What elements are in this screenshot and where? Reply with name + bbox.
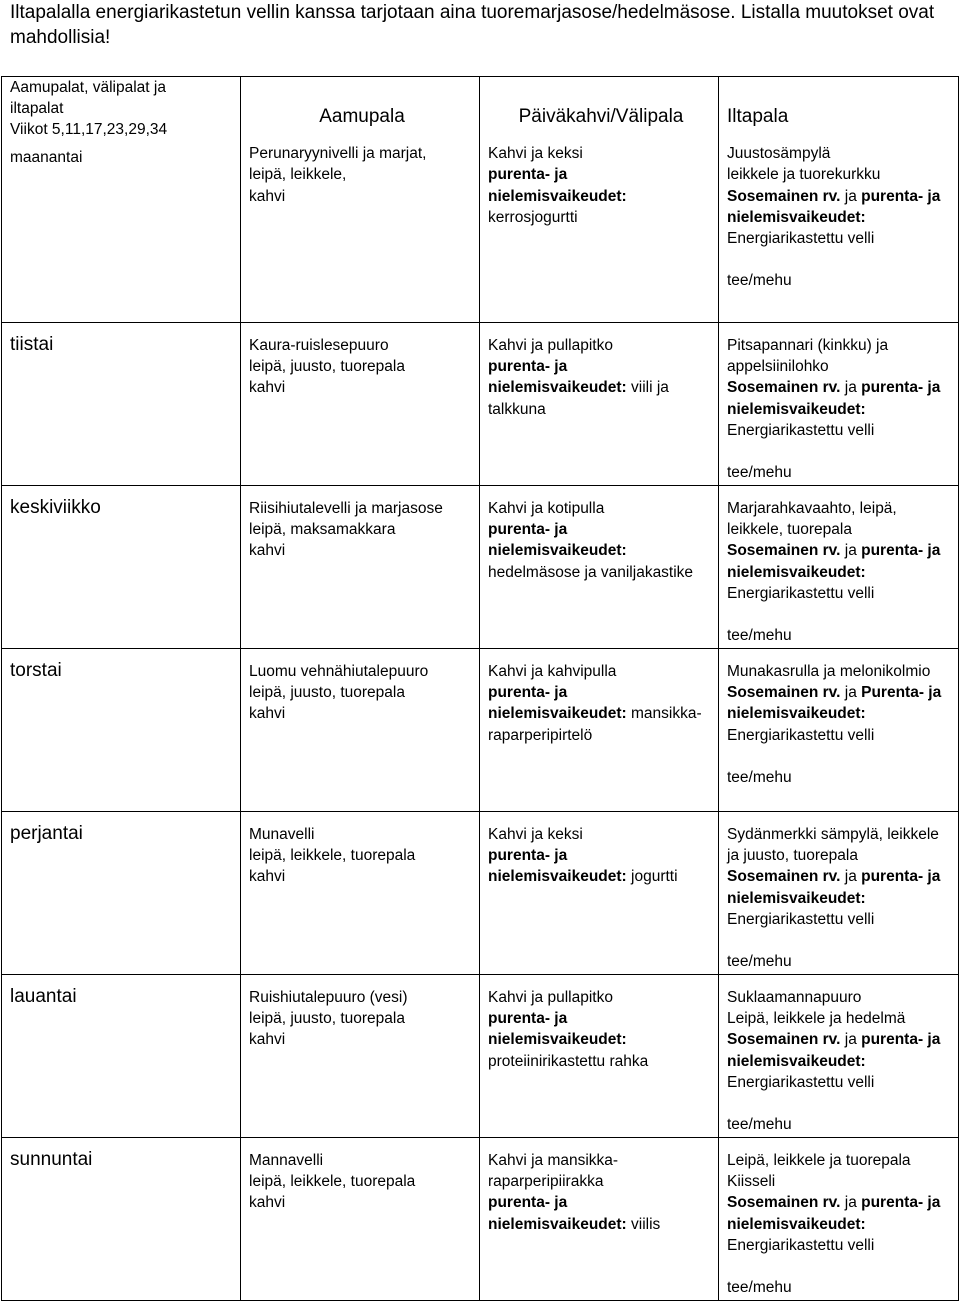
header-snack-title: Päiväkahvi/Välipala: [518, 106, 684, 127]
snack-cell: [480, 975, 719, 1138]
snack-special-label: purenta- ja: [488, 1194, 568, 1212]
breakfast-line: leipä, leikkele, tuorepala: [249, 847, 416, 865]
supper-special-a: Sosemainen rv.: [727, 379, 841, 397]
header-supper: [719, 77, 959, 323]
breakfast-cell: [241, 323, 480, 486]
supper-drink: tee/mehu: [727, 272, 792, 290]
snack-special: [488, 1214, 714, 1235]
supper-special: [727, 377, 954, 398]
snack-special-label-2: nielemisvaikeudet:: [488, 705, 627, 723]
supper-line: Leipä, leikkele ja tuorepala: [727, 1152, 911, 1169]
monday-supper: [727, 143, 954, 291]
supper-drink: tee/mehu: [727, 953, 792, 971]
supper-special-d: nielemisvaikeudet:: [727, 563, 866, 581]
snack-special: [488, 703, 714, 745]
snack-special-label-2: nielemisvaikeudet:: [488, 1031, 627, 1049]
supper-special-c: purenta- ja: [861, 1194, 941, 1212]
snack-main: Kahvi ja kahvipulla: [488, 663, 617, 680]
snack-special-label: purenta- ja: [488, 358, 568, 376]
supper-special-text: Energiarikastettu velli: [727, 230, 875, 248]
supper-drink: tee/mehu: [727, 1279, 792, 1297]
snack-cell: [480, 649, 719, 812]
supper-line: Juustosämpylä: [727, 145, 831, 163]
supper-line: leikkele, tuorepala: [727, 521, 852, 539]
day-name-cell: [2, 323, 241, 486]
breakfast-line: Riisihiutalevelli ja marjasose: [249, 500, 443, 517]
supper-line: Suklaamannapuuro: [727, 989, 862, 1006]
snack-special-label: purenta- ja: [488, 847, 568, 865]
snack-special-text: mansikka-raparperipirtelö: [488, 705, 702, 744]
snack-special-text: kerrosjogurtti: [488, 208, 578, 226]
day-name: lauantai: [10, 986, 77, 1007]
supper-special-b: ja: [840, 542, 862, 560]
supper-special: [727, 1192, 954, 1213]
header-snack: [480, 77, 719, 323]
supper-line: Pitsapannari (kinkku) ja: [727, 337, 889, 354]
supper-cell: [719, 975, 959, 1138]
supper-special-text: Energiarikastettu velli: [727, 1236, 875, 1254]
breakfast-line: kahvi: [249, 1194, 286, 1212]
supper-special-c: purenta- ja: [861, 379, 941, 397]
header-corner-line-1: Aamupalat, välipalat ja: [10, 79, 166, 96]
supper-line: ja juusto, tuorepala: [727, 847, 858, 865]
breakfast-line: kahvi: [249, 379, 286, 397]
snack-special-label: purenta- ja: [488, 684, 568, 702]
day-name: keskiviikko: [10, 497, 101, 518]
supper-special: [727, 186, 954, 207]
day-name: perjantai: [10, 823, 83, 844]
day-row: [2, 975, 959, 1138]
snack-main: Kahvi ja mansikka-raparperipiirakka: [488, 1152, 619, 1191]
breakfast-line: Mannavelli: [249, 1152, 324, 1169]
supper-line: Leipä, leikkele ja hedelmä: [727, 1010, 906, 1028]
supper-special-d: nielemisvaikeudet:: [727, 889, 866, 907]
supper-special-a: Sosemainen rv.: [727, 187, 841, 205]
day-row: [2, 323, 959, 486]
breakfast-line: kahvi: [249, 868, 286, 886]
snack-special-label-2: nielemisvaikeudet:: [488, 187, 627, 205]
snack-cell: [480, 486, 719, 649]
supper-special: [727, 682, 954, 703]
supper-drink: tee/mehu: [727, 627, 792, 645]
snack-special: [488, 377, 714, 419]
snack-special-label-2: nielemisvaikeudet:: [488, 379, 627, 397]
breakfast-line: leipä, juusto, tuorepala: [249, 358, 405, 376]
day-name-cell: [2, 1138, 241, 1301]
breakfast-line: Ruishiutalepuuro (vesi): [249, 989, 408, 1006]
supper-special-text: Energiarikastettu velli: [727, 910, 875, 928]
supper-special-b: ja: [840, 1194, 862, 1212]
weekly-menu-table: [1, 76, 959, 1301]
supper-cell: [719, 323, 959, 486]
snack-special: [488, 186, 714, 228]
supper-line: Kiisseli: [727, 1173, 776, 1191]
breakfast-line: kahvi: [249, 1031, 286, 1049]
supper-drink: tee/mehu: [727, 1116, 792, 1134]
supper-special-d: nielemisvaikeudet:: [727, 1052, 866, 1070]
supper-drink: tee/mehu: [727, 464, 792, 482]
supper-special-text: Energiarikastettu velli: [727, 1073, 875, 1091]
header-corner-line-2: iltapalat: [10, 100, 64, 118]
supper-special-b: ja: [840, 684, 862, 702]
snack-special-text: jogurtti: [631, 868, 678, 886]
header-corner-line-3: Viikot 5,11,17,23,29,34: [10, 121, 168, 139]
snack-cell: [480, 323, 719, 486]
breakfast-line: Munavelli: [249, 826, 315, 843]
supper-special-b: ja: [840, 187, 862, 205]
intro-text: Iltapalalla energiarikastetun vellin kanssa tarjotaan aina tuoremarjasose/hedelmäsose. Listalla muutokset ovat mahdollisia!: [10, 2, 935, 48]
breakfast-line: kahvi: [249, 705, 286, 723]
supper-cell: [719, 812, 959, 975]
breakfast-line: leipä, juusto, tuorepala: [249, 684, 405, 702]
snack-main: Kahvi ja pullapitko: [488, 337, 613, 354]
supper-line: Marjarahkavaahto, leipä,: [727, 500, 897, 517]
supper-special-b: ja: [840, 868, 862, 886]
supper-line: Munakasrulla ja melonikolmio: [727, 663, 931, 680]
snack-special-label-2: nielemisvaikeudet:: [488, 868, 627, 886]
breakfast-line: leipä, leikkele, tuorepala: [249, 1173, 416, 1191]
supper-special: [727, 1029, 954, 1050]
snack-main: Kahvi ja keksi: [488, 145, 583, 163]
supper-special-a: Sosemainen rv.: [727, 542, 841, 560]
day-row: [2, 649, 959, 812]
supper-cell: [719, 1138, 959, 1301]
snack-special-label-2: nielemisvaikeudet:: [488, 1215, 627, 1233]
snack-main: Kahvi ja pullapitko: [488, 989, 613, 1006]
breakfast-line: leipä, maksamakkara: [249, 521, 396, 539]
supper-special: [727, 540, 954, 561]
supper-special-text: Energiarikastettu velli: [727, 584, 875, 602]
supper-special-d: nielemisvaikeudet:: [727, 1215, 866, 1233]
snack-special: [488, 1029, 714, 1071]
supper-special-a: Sosemainen rv.: [727, 1194, 841, 1212]
day-row: [2, 1138, 959, 1301]
supper-special-c: purenta- ja: [861, 1031, 941, 1049]
supper-cell: [719, 486, 959, 649]
breakfast-cell: [241, 649, 480, 812]
monday-snack: [488, 143, 714, 228]
supper-special-a: Sosemainen rv.: [727, 684, 841, 702]
header-corner-cell: [2, 77, 241, 323]
breakfast-line: leipä, leikkele,: [249, 166, 347, 184]
monday-breakfast: [249, 143, 475, 207]
supper-special-a: Sosemainen rv.: [727, 868, 841, 886]
day-row: [2, 812, 959, 975]
breakfast-line: leipä, juusto, tuorepala: [249, 1010, 405, 1028]
supper-line: appelsiinilohko: [727, 358, 829, 376]
supper-special-a: Sosemainen rv.: [727, 1031, 841, 1049]
header-breakfast: [241, 77, 480, 323]
snack-special-label: purenta- ja: [488, 166, 568, 184]
supper-special-d: nielemisvaikeudet:: [727, 400, 866, 418]
breakfast-cell: [241, 975, 480, 1138]
day-name-cell: [2, 975, 241, 1138]
breakfast-line: Luomu vehnähiutalepuuro: [249, 663, 429, 680]
day-name: tiistai: [10, 334, 54, 355]
header-breakfast-title: Aamupala: [319, 106, 405, 127]
breakfast-cell: [241, 1138, 480, 1301]
snack-special-text: hedelmäsose ja vaniljakastike: [488, 563, 694, 581]
header-supper-title: Iltapala: [727, 106, 789, 127]
day-name-monday: maanantai: [10, 148, 83, 166]
snack-special-label: purenta- ja: [488, 1010, 568, 1028]
breakfast-line: Perunaryynivelli ja marjat,: [249, 145, 427, 163]
supper-special-c: purenta- ja: [861, 868, 941, 886]
supper-special-d: nielemisvaikeudet:: [727, 705, 866, 723]
supper-drink: tee/mehu: [727, 768, 792, 786]
breakfast-line: kahvi: [249, 542, 286, 560]
snack-special: [488, 866, 714, 887]
snack-special-text: viili ja talkkuna: [488, 379, 669, 418]
header-row: [2, 77, 959, 323]
supper-special-c: Purenta- ja: [861, 684, 942, 702]
snack-cell: [480, 812, 719, 975]
day-row: [2, 486, 959, 649]
snack-special-text: viilis: [631, 1215, 661, 1233]
snack-special: [488, 540, 714, 582]
breakfast-cell: [241, 812, 480, 975]
supper-line: leikkele ja tuorekurkku: [727, 166, 881, 184]
breakfast-cell: [241, 486, 480, 649]
breakfast-line: Kaura-ruislesepuuro: [249, 337, 389, 354]
supper-special-c: purenta- ja: [861, 542, 941, 560]
day-name: sunnuntai: [10, 1149, 93, 1170]
day-name-cell: [2, 649, 241, 812]
snack-main: Kahvi ja keksi: [488, 826, 583, 843]
breakfast-line: kahvi: [249, 187, 286, 205]
day-name-cell: [2, 812, 241, 975]
supper-special-d: nielemisvaikeudet:: [727, 208, 866, 226]
supper-line: Sydänmerkki sämpylä, leikkele: [727, 826, 939, 843]
supper-special-b: ja: [840, 379, 862, 397]
supper-special-c: purenta- ja: [861, 187, 941, 205]
supper-special-text: Energiarikastettu velli: [727, 726, 875, 744]
supper-special: [727, 866, 954, 887]
snack-main: Kahvi ja kotipulla: [488, 500, 605, 517]
day-name: torstai: [10, 660, 62, 681]
supper-special-text: Energiarikastettu velli: [727, 421, 875, 439]
snack-special-label: purenta- ja: [488, 521, 568, 539]
supper-special-b: ja: [840, 1031, 862, 1049]
day-name-cell: [2, 486, 241, 649]
snack-cell: [480, 1138, 719, 1301]
supper-cell: [719, 649, 959, 812]
snack-special-label-2: nielemisvaikeudet:: [488, 542, 627, 560]
snack-special-text: proteiinirikastettu rahka: [488, 1052, 649, 1070]
